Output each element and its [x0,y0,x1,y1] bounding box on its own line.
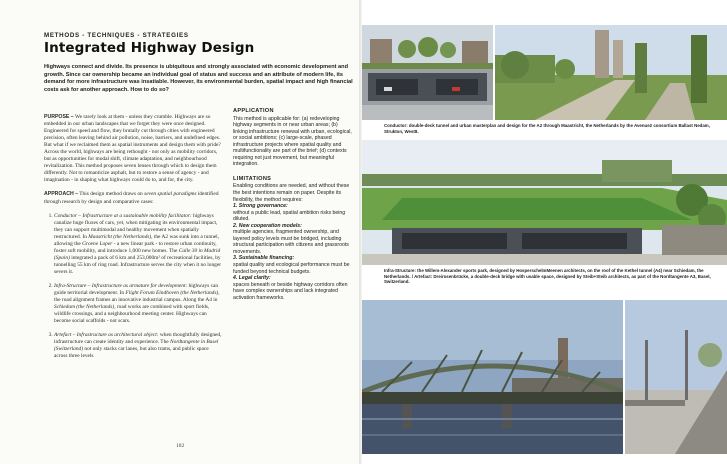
purpose-lead: PURPOSE – [44,114,74,120]
page-title: Integrated Highway Design [44,40,255,56]
page-number: 182 [176,443,185,449]
limitations-intro: Enabling conditions are needed, and without these the best intentions remain on paper. Despite its flexibility, the method requires: [233,183,350,203]
photo-caption-1: Conductor: double-deck tunnel and urban masterplan and design for the A2 through Maastricht, the Netherlands by the Avenue2 consortium Ballast Nedam, Strukton, West8. [384,123,710,134]
purpose-paragraph [44,114,223,184]
limitation-item: 4. Legal clarity: spaces beneath or beside highway corridors often have complex ownerships and lack integrated activation frameworks. [233,275,348,301]
approach-text-end: identified through research by design and comparative cases: [44,191,219,205]
bridge-deck-photo [625,300,727,454]
list-item: 3. Artefact – Infrastructure as architectural object: when thoughtfully designed, infrastructure can create identity and experience. The Nordtangente in Basel (Switzerland) not only stacks car lanes, but also trams, and public space across three levels [54,332,223,360]
purpose-text: We rarely look at them - unless they crumble. Highways are so embedded in our urban landscapes that we forget they were once designed. Engineered for speed and flow, they brutally cut through cities with engineered precision, often leaving behind air pollution, noise, barriers, and undefined edges. But what if we reclaimed them as spatial instruments and design them with pride? Across the world, highways are being rethought - not only as mobility corridors, but as opportunities for modal shift, climate adaptation, and neighbourhood revitalization. This method proposes seven lenses through which to design them differently. Not to romanticize asphalt, but to restore a sense of agency - and imagination - in shaping what highways could do to, and for, the city. [44,114,221,184]
photo-caption-2: Infra-Structure: the Willem-Alexander sports park, designed by HosperschelmMeenen architects, on the roof of the Kethel tunnel (A4) near Schiedam, the Netherlands. / Artefact: Dreirosenbrücke, a double-deck bridge with usable space, designed by Steib+Steib architects, as part of the Nordtangente A3, Basel, Switzerland. [384,268,711,285]
approach-paragraph [44,191,223,205]
limitations-heading: LIMITATIONS [233,175,272,182]
right-page [362,0,727,464]
intro-paragraph: Highways connect and divide. Its presence is ubiquitous and strongly associated with economic development and growth. Since car ownership became an individual goal of status and success and an attribute of modern life, its demand for more infrastructure was insatiable. However, its environmental burden, spatial impact and high financial costs ask for another approach. How to do so? [44,64,353,93]
section-kicker: METHODS - TECHNIQUES - STRATEGIES [44,32,189,39]
tunnel-section-photo [362,25,493,120]
approach-lead: APPROACH – [44,191,79,198]
left-page [0,0,361,464]
limitation-item: 2. New cooperation models: multiple agencies, fragmented ownership, and layered policy levels must be bridged, including structural participation with citizens and grassroots movements. [233,222,349,255]
linear-park-photo [495,25,727,120]
approach-emphasis: seven spatial paradigms [144,191,197,198]
list-item: 1. Conductor – Infrastructure at a sustainable mobility facilitator: highways canalize huge fluxes of cars, yet, when mitigating its environmental impact, they can support multimodal and healthy movement when spatially restructured. In Maastricht (the Netherlands), the A2 was sunk into a tunnel, allowing the Groene Loper - a new linear park - to restore urban continuity, foster soft mobility, and introduce 1,000 new homes. The Calle 30 in Madrid (Spain) integrated a pack of 6 km and 253,000m² of recreational facilities, by tunnelling 55 km of ring road. Infrastructure serves the city when it no longer severs it. [54,213,223,276]
list-item: 2. Infra-Structure – Infrastructure as armature for development: highways can guide territorial development. In Flight Forum Eindhoven (the Netherlands), the road alignment frames an innovative industrial campus. Along the A4 in Schiedam (the Netherlands), road works are combined with sport fields, wildlife crossings, and a neighbourhood meeting center. Highways can become social scaffolds - not scars. [54,283,223,325]
paradigm-list [44,213,223,361]
limitation-item: 1. Strong governance: without a public lead, spatial ambition risks being diluted. [233,203,346,223]
sports-park-photo [362,140,727,265]
bridge-photo [362,300,623,454]
approach-text: This design method draws on [78,191,145,198]
sidebar-column [233,108,353,301]
main-text-column [44,114,223,367]
limitation-item: 3. Sustainable financing: spatial quality and ecological performance must be funded beyond technical budgets. [233,255,350,275]
application-text: This method is applicable for: (a) redeveloping highway segments in or near urban areas; (b) linking infrastructure renewal with urban, ecological, or social ambitions; (c) large-scale, phased infrastructure projects where spatial quality and multifunctionality are part of the brief; (d) contexts requiring not just movement, but meaningful integration. [233,115,352,168]
application-heading: APPLICATION [233,108,274,114]
